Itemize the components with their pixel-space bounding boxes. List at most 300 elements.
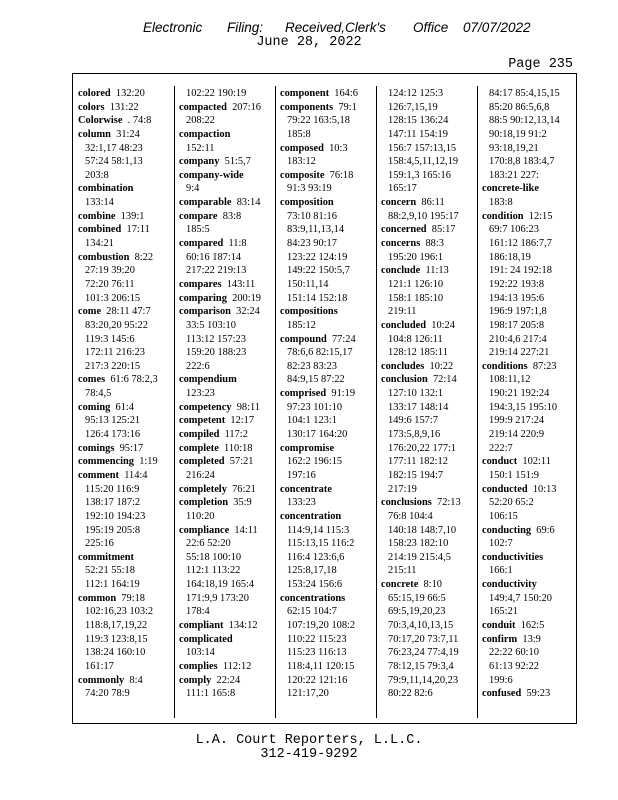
page-line-refs: 72:20 76:11 <box>85 278 135 290</box>
page-line-refs: 79:18 <box>121 592 145 604</box>
page-line-refs: 83:14 <box>236 197 261 209</box>
index-term: compromise <box>280 442 335 454</box>
page-line-refs: 164:18,19 165:4 <box>186 579 255 591</box>
index-entry-continuation <box>381 333 474 347</box>
index-entry-continuation <box>381 551 474 565</box>
page-line-refs: 104:1 123:1 <box>287 415 337 427</box>
page-line-refs: 52:20 65:2 <box>489 497 534 509</box>
index-entry-continuation <box>78 169 171 183</box>
index-term: comings <box>78 442 115 454</box>
page-line-refs: 70:17,20 73:7,11 <box>388 633 459 645</box>
page-line-refs: 153:24 156:6 <box>287 579 343 591</box>
index-entry <box>280 101 373 115</box>
index-entry-continuation <box>482 142 575 156</box>
index-entry <box>482 524 575 538</box>
page-line-refs: 83:9,11,13,14 <box>287 224 345 236</box>
index-term: completely <box>179 483 227 495</box>
index-term: components <box>280 101 334 113</box>
page-line-refs: 8:10 <box>423 579 442 591</box>
page-line-refs: 31:24 <box>116 128 140 140</box>
index-entry <box>381 319 474 333</box>
index-entry <box>78 210 171 224</box>
index-entry <box>78 469 171 483</box>
page-line-refs: 104:8 126:11 <box>388 333 443 345</box>
page-line-refs: 10:3 <box>329 142 348 154</box>
column-divider <box>477 86 478 718</box>
index-entry-continuation <box>78 564 171 578</box>
page-line-refs: 198:17 205:8 <box>489 319 545 331</box>
index-term: comparable <box>179 197 232 209</box>
index-entry-continuation <box>78 483 171 497</box>
index-entry-continuation <box>78 319 171 333</box>
index-column-2 <box>179 87 272 717</box>
index-entry <box>280 196 373 210</box>
page-line-refs: 158:1 185:10 <box>388 292 444 304</box>
index-term: conditions <box>482 360 528 372</box>
page-line-refs: 111:1 165:8 <box>186 688 236 700</box>
index-entry-continuation <box>280 182 373 196</box>
index-term: compiled <box>179 429 220 441</box>
index-term: concerns <box>381 238 421 250</box>
page-line-refs: 88:3 <box>425 238 444 250</box>
index-entry-continuation <box>179 537 272 551</box>
index-term: confused <box>482 688 522 700</box>
page-line-refs: 124:12 125:3 <box>388 88 444 99</box>
index-entry-continuation <box>280 687 373 701</box>
page-line-refs: 158:23 182:10 <box>388 538 449 550</box>
page-line-refs: 12:17 <box>230 415 255 427</box>
index-term: comprised <box>280 388 327 400</box>
page-line-refs: 106:15 <box>489 510 518 522</box>
index-entry-continuation <box>381 510 474 524</box>
index-entry-continuation <box>482 428 575 442</box>
page-line-refs: 133:14 <box>85 197 114 209</box>
index-entry-continuation <box>482 401 575 415</box>
index-entry <box>280 142 373 156</box>
index-entry-continuation <box>381 674 474 688</box>
page-line-refs: 219:14 227:21 <box>489 347 550 359</box>
index-entry-continuation <box>78 346 171 360</box>
index-entry-continuation <box>482 646 575 660</box>
page-line-refs: 28:11 47:7 <box>106 306 151 318</box>
page-line-refs: 216:24 <box>186 469 215 481</box>
index-entry-continuation <box>482 169 575 183</box>
page-line-refs: 84:23 90:17 <box>287 238 337 250</box>
index-entry <box>179 278 272 292</box>
page-line-refs: 190:21 192:24 <box>489 388 550 400</box>
index-entry-continuation <box>381 387 474 401</box>
page-line-refs: 110:22 115:23 <box>287 633 347 645</box>
index-entry-continuation <box>280 578 373 592</box>
index-entry-continuation <box>280 496 373 510</box>
index-entry-continuation <box>280 646 373 660</box>
index-entry-continuation <box>482 373 575 387</box>
index-entry-continuation <box>381 251 474 265</box>
footer-reporter: L.A. Court Reporters, L.L.C. <box>195 733 423 748</box>
page-line-refs: 192:10 194:23 <box>85 510 146 522</box>
column-divider <box>376 86 377 718</box>
index-entry-continuation <box>381 564 474 578</box>
index-entry-continuation <box>280 128 373 142</box>
index-entry <box>78 592 171 606</box>
page-line-refs: 178:4 <box>186 606 210 618</box>
page-line-refs: 208:22 <box>186 115 215 127</box>
index-entry-continuation <box>381 414 474 428</box>
page-line-refs: 102:7 <box>489 538 513 550</box>
index-entry-continuation <box>381 537 474 551</box>
index-entry-continuation <box>78 687 171 701</box>
page-line-refs: 72:14 <box>432 374 457 386</box>
index-entry-continuation <box>179 551 272 565</box>
index-column-1 <box>78 87 171 717</box>
index-term: concentrate <box>280 483 332 495</box>
index-entry <box>179 101 272 115</box>
page-line-refs: 121:17,20 <box>287 688 329 700</box>
page-line-refs: 121:1 126:10 <box>388 278 444 290</box>
index-entry-continuation <box>280 551 373 565</box>
index-entry-continuation <box>482 469 575 483</box>
index-term: company <box>179 156 220 168</box>
index-entry-continuation <box>280 564 373 578</box>
index-term: conclude <box>381 265 421 277</box>
index-entry-continuation <box>179 510 272 524</box>
page-line-refs: 115:23 116:13 <box>287 647 347 659</box>
page-line-refs: 194:3,15 195:10 <box>489 401 558 413</box>
transcript-date: June 28, 2022 <box>256 35 362 50</box>
page-line-refs: 59:23 <box>526 688 551 700</box>
index-entry-continuation <box>78 264 171 278</box>
page-line-refs: 170:8,8 183:4,7 <box>489 156 555 168</box>
page-line-refs: 171:9,9 173:20 <box>186 592 249 604</box>
index-entry-continuation <box>482 605 575 619</box>
index-term: comply <box>179 674 212 686</box>
page-line-refs: 217:19 <box>388 483 417 495</box>
page-line-refs: 162:5 <box>520 619 545 631</box>
index-entry-continuation <box>179 469 272 483</box>
index-entry-continuation <box>280 155 373 169</box>
page-line-refs: 152:11 <box>186 142 215 154</box>
page-line-refs: 116:4 123:6,6 <box>287 551 345 563</box>
page-line-refs: 107:19,20 108:2 <box>287 619 356 631</box>
index-entry-continuation <box>482 196 575 210</box>
index-entry <box>179 483 272 497</box>
page-line-refs: 114:9,14 115:3 <box>287 524 350 536</box>
index-term: concrete <box>381 579 419 591</box>
page-line-refs: 118:8,17,19,22 <box>85 619 148 631</box>
index-entry-continuation <box>280 633 373 647</box>
page-line-refs: 9:4 <box>186 183 200 195</box>
index-term: conductivity <box>482 579 537 591</box>
page-line-refs: 118:4,11 120:15 <box>287 660 355 672</box>
index-entry-continuation <box>381 428 474 442</box>
page-line-refs: 151:14 152:18 <box>287 292 348 304</box>
index-entry <box>381 578 474 592</box>
index-entry-continuation <box>381 182 474 196</box>
page-line-refs: 101:3 206:15 <box>85 292 141 304</box>
index-term: Colorwise <box>78 115 123 127</box>
index-entry-continuation <box>78 414 171 428</box>
index-entry-continuation <box>482 278 575 292</box>
index-entry-continuation <box>381 278 474 292</box>
index-term: compound <box>280 333 327 345</box>
index-entry <box>179 619 272 633</box>
header-filing: Filing: <box>227 20 264 35</box>
page-number: Page 235 <box>508 57 573 72</box>
index-entry-continuation <box>482 414 575 428</box>
footer-phone: 312-419-9292 <box>260 747 358 762</box>
index-entry-continuation <box>179 333 272 347</box>
page-line-refs: 112:1 113:22 <box>186 565 241 577</box>
page-line-refs: 127:10 132:1 <box>388 388 444 400</box>
page-line-refs: . 74:8 <box>127 115 152 127</box>
page-line-refs: 199:6 <box>489 674 513 686</box>
page-line-refs: 82:23 83:23 <box>287 360 337 372</box>
index-entry-continuation <box>179 346 272 360</box>
page-line-refs: 62:15 104:7 <box>287 606 337 618</box>
page-line-refs: 162:2 196:15 <box>287 456 343 468</box>
index-entry-continuation <box>78 633 171 647</box>
index-entry-continuation <box>280 319 373 333</box>
page-line-refs: 110:20 <box>186 510 215 522</box>
index-entry <box>78 442 171 456</box>
page-line-refs: 119:3 145:6 <box>85 333 135 345</box>
index-entry-continuation <box>482 346 575 360</box>
page-line-refs: 85:20 86:5,6,8 <box>489 101 550 113</box>
index-entry <box>482 483 575 497</box>
index-entry-continuation <box>381 619 474 633</box>
index-entry <box>179 401 272 415</box>
index-entry-continuation <box>78 578 171 592</box>
page-line-refs: 134:21 <box>85 238 114 250</box>
index-entry <box>280 87 373 101</box>
page-line-refs: 14:11 <box>234 524 258 536</box>
index-entry <box>280 483 373 497</box>
index-entry-continuation <box>280 524 373 538</box>
index-entry <box>78 674 171 688</box>
page-line-refs: 102:11 <box>522 456 551 468</box>
page-line-refs: 97:23 101:10 <box>287 401 343 413</box>
page-line-refs: 88:2,9,10 195:17 <box>388 210 459 222</box>
index-entry-continuation <box>381 592 474 606</box>
index-entry <box>179 373 272 387</box>
page-line-refs: 95:17 <box>119 442 144 454</box>
page-line-refs: 57:21 <box>229 456 254 468</box>
page-line-refs: 192:22 193:8 <box>489 278 545 290</box>
index-term: combined <box>78 224 122 236</box>
index-entry-continuation <box>381 660 474 674</box>
index-entry-continuation <box>179 360 272 374</box>
index-entry <box>381 196 474 210</box>
index-term: compositions <box>280 306 338 318</box>
page-line-refs: 83:20,20 95:22 <box>85 319 148 331</box>
index-entry-continuation <box>482 101 575 115</box>
page-line-refs: 102:16,23 103:2 <box>85 606 154 618</box>
index-entry-continuation <box>482 264 575 278</box>
index-entry-continuation <box>482 305 575 319</box>
index-entry-continuation <box>280 455 373 469</box>
index-entry-continuation <box>381 142 474 156</box>
page-line-refs: 70:3,4,10,13,15 <box>388 619 454 631</box>
index-entry <box>78 128 171 142</box>
index-entry-continuation <box>78 428 171 442</box>
page-line-refs: 214:19 215:4,5 <box>388 551 451 563</box>
index-entry <box>381 264 474 278</box>
index-entry-continuation <box>179 264 272 278</box>
page-line-refs: 138:17 187:2 <box>85 497 141 509</box>
index-term: combustion <box>78 251 130 263</box>
index-entry <box>78 87 171 101</box>
page-line-refs: 74:20 78:9 <box>85 688 130 700</box>
page-line-refs: 156:7 157:13,15 <box>388 142 457 154</box>
index-entry <box>78 373 171 387</box>
page-line-refs: 177:11 182:12 <box>388 456 448 468</box>
page-line-refs: 215:11 <box>388 565 417 577</box>
index-entry-continuation <box>280 346 373 360</box>
index-entry-continuation <box>482 387 575 401</box>
page-line-refs: 112:12 <box>222 660 252 672</box>
page-line-refs: 91:3 93:19 <box>287 183 332 195</box>
index-entry-continuation <box>381 128 474 142</box>
page-line-refs: 172:11 216:23 <box>85 347 145 359</box>
index-term: complicated <box>179 633 233 645</box>
index-entry-continuation <box>179 646 272 660</box>
index-entry-continuation <box>78 646 171 660</box>
page-line-refs: 150:1 151:9 <box>489 469 539 481</box>
index-entry-continuation <box>280 428 373 442</box>
index-entry <box>482 687 575 701</box>
page-line-refs: 22:24 <box>216 674 241 686</box>
index-term: company-wide <box>179 169 244 181</box>
index-entry <box>179 442 272 456</box>
page-line-refs: 149:6 157:7 <box>388 415 438 427</box>
page-line-refs: 183:12 <box>287 156 316 168</box>
index-entry-continuation <box>381 101 474 115</box>
index-entry-continuation <box>381 483 474 497</box>
index-entry-continuation <box>381 305 474 319</box>
index-entry-continuation <box>381 346 474 360</box>
page-line-refs: 117:2 <box>224 429 248 441</box>
index-entry-continuation <box>381 605 474 619</box>
page-line-refs: 108:11,12 <box>489 374 531 386</box>
page-line-refs: 91:19 <box>331 388 356 400</box>
index-entry-continuation <box>179 387 272 401</box>
page-line-refs: 159:20 188:23 <box>186 347 247 359</box>
index-term: concern <box>381 197 417 209</box>
page-line-refs: 126:7,15,19 <box>388 101 438 113</box>
page-line-refs: 219:14 220:9 <box>489 429 545 441</box>
page-line-refs: 103:14 <box>186 647 215 659</box>
page-line-refs: 120:22 121:16 <box>287 674 348 686</box>
index-term: colors <box>78 101 105 113</box>
index-entry-continuation <box>78 537 171 551</box>
page-line-refs: 10:22 <box>429 360 454 372</box>
page-line-refs: 61:4 <box>115 401 135 413</box>
index-term: completion <box>179 497 229 509</box>
index-term: commencing <box>78 456 134 468</box>
page-line-refs: 77:24 <box>331 333 356 345</box>
page-line-refs: 93:18,19,21 <box>489 142 539 154</box>
index-entry <box>280 333 373 347</box>
index-column-5 <box>482 87 575 717</box>
page-line-refs: 65:15,19 66:5 <box>388 592 446 604</box>
index-entry-continuation <box>280 237 373 251</box>
index-entry-continuation <box>179 578 272 592</box>
index-entry-continuation <box>179 605 272 619</box>
page-line-refs: 60:16 187:14 <box>186 251 242 263</box>
index-entry-continuation <box>381 155 474 169</box>
page-line-refs: 149:4,7 150:20 <box>489 592 552 604</box>
index-term: compaction <box>179 128 231 140</box>
index-entry <box>78 401 171 415</box>
page-line-refs: 183:8 <box>489 197 513 209</box>
page-line-refs: 139:1 <box>120 210 145 222</box>
page-line-refs: 186:18,19 <box>489 251 531 263</box>
page-line-refs: 102:22 190:19 <box>186 88 247 99</box>
page-line-refs: 138:24 160:10 <box>85 647 146 659</box>
page-line-refs: 79:22 163:5,18 <box>287 115 350 127</box>
page-line-refs: 217:3 220:15 <box>85 360 141 372</box>
index-term: comparison <box>179 306 231 318</box>
page-line-refs: 185:5 <box>186 224 210 236</box>
index-entry <box>280 387 373 401</box>
header-office: Office <box>413 20 449 35</box>
page-line-refs: 197:16 <box>287 469 316 481</box>
page-line-refs: 76:23,24 77:4,19 <box>388 647 459 659</box>
index-entry-continuation <box>280 360 373 374</box>
page-line-refs: 11:8 <box>228 238 247 250</box>
index-entry <box>381 237 474 251</box>
index-entry-continuation <box>381 292 474 306</box>
index-entry-continuation <box>280 674 373 688</box>
index-entry-continuation <box>482 537 575 551</box>
index-entry <box>482 210 575 224</box>
index-entry-continuation <box>179 251 272 265</box>
index-entry-continuation <box>381 469 474 483</box>
index-entry-continuation <box>482 319 575 333</box>
index-term: comment <box>78 469 119 481</box>
index-entry <box>280 510 373 524</box>
index-entry <box>179 237 272 251</box>
index-term: conduct <box>482 456 518 468</box>
index-entry-continuation <box>381 646 474 660</box>
index-entry <box>179 196 272 210</box>
page-line-refs: 83:8 <box>222 210 242 222</box>
index-entry <box>78 223 171 237</box>
page-line-refs: 78:4,5 <box>85 388 112 400</box>
page-line-refs: 22:6 52:20 <box>186 538 231 550</box>
index-entry-continuation <box>280 278 373 292</box>
index-entry <box>280 592 373 606</box>
page-line-refs: 161:17 <box>85 660 114 672</box>
index-entry-continuation <box>78 360 171 374</box>
page-line-refs: 113:12 157:23 <box>186 333 246 345</box>
index-term: combine <box>78 210 116 222</box>
index-term: conductivities <box>482 551 544 563</box>
index-term: conclusions <box>381 497 432 509</box>
index-term: concentration <box>280 510 342 522</box>
page-line-refs: 119:3 123:8,15 <box>85 633 148 645</box>
index-term: concrete-like <box>482 183 539 195</box>
page-line-refs: 95:13 125:21 <box>85 415 141 427</box>
index-term: concluded <box>381 319 427 331</box>
index-entry-continuation <box>381 210 474 224</box>
index-entry-continuation <box>78 196 171 210</box>
index-term: compacted <box>179 101 227 113</box>
page-line-refs: 73:10 81:16 <box>287 210 337 222</box>
page-line-refs: 200:19 <box>232 292 261 304</box>
index-entry-continuation <box>482 155 575 169</box>
index-entry-continuation <box>482 114 575 128</box>
